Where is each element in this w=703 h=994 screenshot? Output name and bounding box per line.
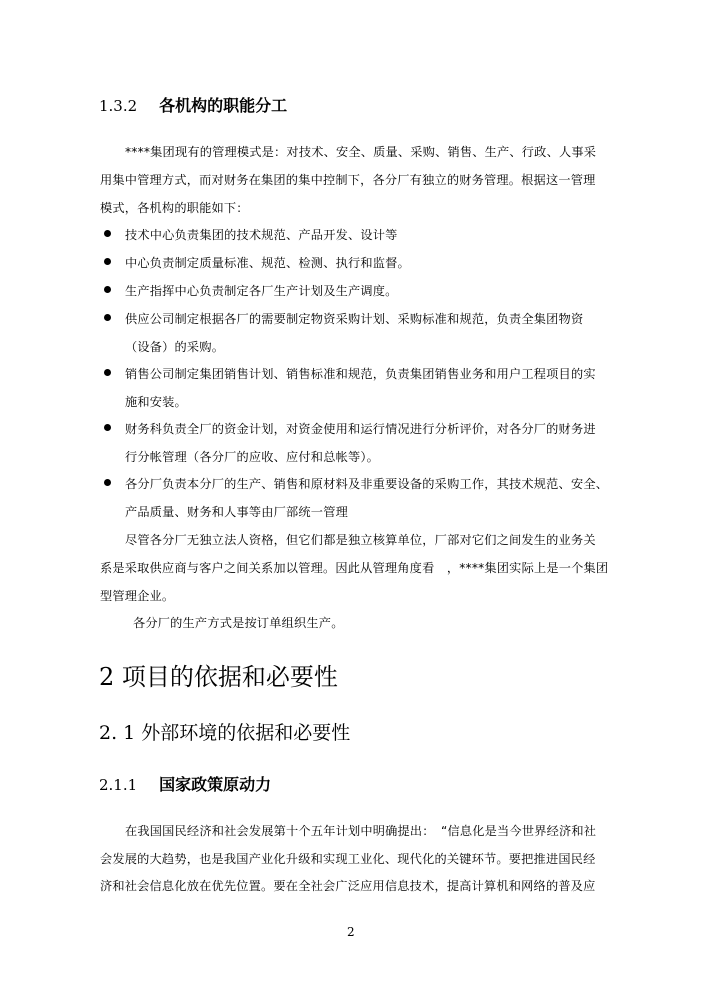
section-heading-2-1-1 [99,772,271,795]
bullet-text: 产品质量、财务和人事等由厂部统一管理 [125,505,348,519]
bullet-dot [104,286,111,293]
paragraph-line: 济和社会信息化放在优先位置。要在全社会广泛应用信息技术，提高计算机和网络的普及应 [100,879,596,893]
bullet-dot [104,314,111,321]
bullet-dot [104,369,111,376]
bullet-text: 技术中心负责集团的技术规范、产品开发、设计等 [125,228,398,242]
bullet-dot [104,258,111,265]
page-number: 2 [347,925,355,939]
bullet-dot [104,424,111,431]
paragraph-line: 模式，各机构的职能如下： [100,201,249,215]
bullet-text: 销售公司制定集团销售计划、销售标准和规范，负责集团销售业务和用户工程项目的实 [125,367,596,381]
paragraph-line: 会发展的大趋势，也是我国产业化升级和实现工业化、现代化的关键环节。要把推进国民经 [100,852,596,866]
bullet-dot [104,479,111,486]
section-number: 1.3.2 [99,97,138,115]
bullet-text: 中心负责制定质量标准、规范、检测、执行和监督。 [125,256,410,270]
paragraph-line: 用集中管理方式，而对财务在集团的集中控制下，各分厂有独立的财务管理。根据这一管理 [100,173,596,187]
section-heading-1-3-2 [99,93,287,116]
bullet-text: 供应公司制定根据各厂的需要制定物资采购计划、采购标准和规范，负责全集团物资 [125,312,584,326]
section-title: 各机构的职能分工 [159,96,288,115]
bullet-text: 财务科负责全厂的资金计划，对资金使用和运行情况进行分析评价，对各分厂的财务进 [125,422,596,436]
chapter-heading: 2 项目的依据和必要性 [99,663,338,691]
paragraph-line: ****集团现有的管理模式是：对技术、安全、质量、采购、销售、生产、行政、人事采 [125,145,597,159]
paragraph-line: 系是采取供应商与客户之间关系加以管理。因此从管理角度看 ，****集团实际上是一个集团 [100,561,609,575]
paragraph-line: 在我国国民经济和社会发展第十个五年计划中明确提出： “信息化是当今世界经济和社 [125,824,597,838]
paragraph-line: 各分厂的生产方式是按订单组织生产。 [133,616,344,630]
bullet-text: 施和安装。 [125,395,187,409]
bullet-dot [104,230,111,237]
bullet-text: 各分厂负责本分厂的生产、销售和原材料及非重要设备的采购工作，其技术规范、安全、 [125,477,609,491]
section-heading-2-1: 2. 1 外部环境的依据和必要性 [99,722,351,744]
section-title: 国家政策原动力 [159,775,272,794]
section-number: 2.1.1 [99,776,138,794]
paragraph-line: 尽管各分厂无独立法人资格，但它们都是独立核算单位，厂部对它们之间发生的业务关 [125,533,596,547]
bullet-text: 行分帐管理（各分厂的应收、应付和总帐等）。 [125,450,380,464]
paragraph-line: 型管理企业。 [100,589,175,603]
bullet-text: （设备）的采购。 [125,340,225,354]
bullet-text: 生产指挥中心负责制定各厂生产计划及生产调度。 [125,284,398,298]
